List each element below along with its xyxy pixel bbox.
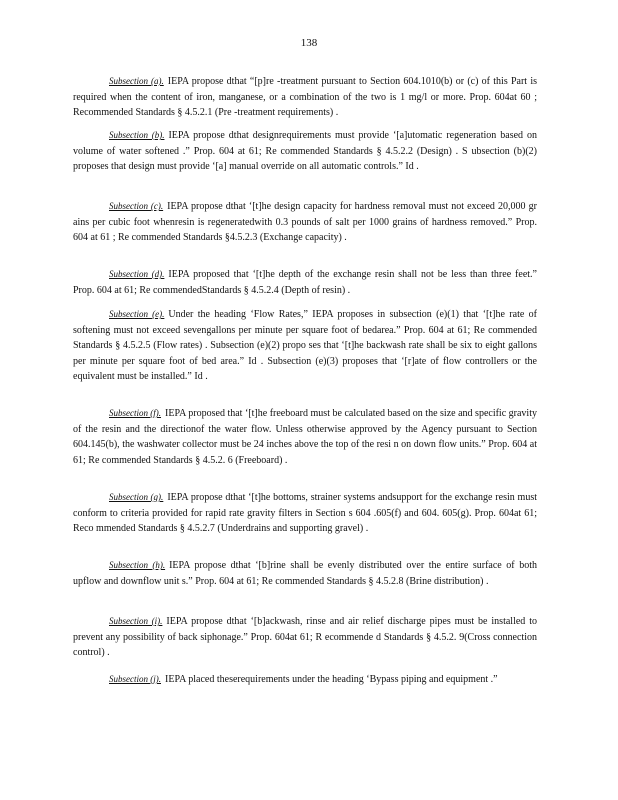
paragraph-text: IEPA propose dthat designrequirements must provide ‘[a]utomatic regeneration based on volume of water softened .” Prop. 604 at 61; Re commended Standards § 4.5.2.2 (Design) . S ubsection (b)(2) proposes that design must provide ‘[a] manual override on all automatic controls.” Id . (73, 130, 537, 172)
paragraph-subsection-g (73, 490, 537, 537)
subsection-heading: Subsection (c). (109, 201, 164, 211)
paragraph-text: IEPA proposed that ‘[t]he depth of the exchange resin shall not be less than three feet.” Prop. 604 at 61; Re commendedStandards § 4.5.2.4 (Depth of resin) . (73, 269, 537, 296)
paragraph-subsection-c (73, 199, 537, 246)
subsection-heading: Subsection (j). (109, 674, 161, 684)
paragraph-text: IEPA propose dthat “[p]re -treatment pursuant to Section 604.1010(b) or (c) of this Part is required when the content of iron, manganese, or a combination of the two is 1 mg/l or more. Prop. 604at 60 ; Recommended Standards § 4.5.2.1 (Pre -treatment requirements) . (73, 76, 537, 118)
paragraph-text: IEPA propose dthat ‘[b]ackwash, rinse and air relief discharge pipes must be installed to prevent any possibility of back siphonage.” Prop. 604at 61; R ecommende d Standards § 4.5.2. 9(Cross connection control) . (73, 616, 537, 658)
paragraph-text: IEPA propose dthat ‘[b]rine shall be evenly distributed over the entire surface of both upflow and downflow unit s.” Prop. 604 at 61; Re commended Standards § 4.5.2.8 (Brine distribution) . (73, 560, 537, 587)
paragraph-subsection-a (73, 74, 537, 121)
paragraph-subsection-f (73, 406, 537, 468)
paragraph-text: IEPA proposed that ‘[t]he freeboard must be calculated based on the size and specific gravity of the resin and the directionof the water flow. Unless otherwise approved by the Agency pursuant to Section 604.145(b), the washwater collector must be 24 inches above the top of the resi n on down flow units.” Prop. 604 at 61; Re commended Standards § 4.5.2. 6 (Freeboard) . (73, 408, 537, 466)
subsection-heading: Subsection (h). (109, 560, 166, 570)
paragraph-text: IEPA placed theserequirements under the heading ‘Bypass piping and equipment .” (165, 674, 498, 685)
paragraph-subsection-d (73, 267, 537, 298)
paragraph-subsection-e (73, 307, 537, 385)
subsection-heading: Subsection (i). (109, 616, 163, 626)
subsection-heading: Subsection (e). (109, 309, 165, 319)
paragraph-subsection-b (73, 128, 537, 175)
paragraph-subsection-j (73, 672, 537, 688)
subsection-heading: Subsection (b). (109, 130, 165, 140)
paragraph-text: Under the heading ‘Flow Rates,” IEPA proposes in subsection (e)(1) that ‘[t]he rate of softening must not exceed sevengallons per minute per square foot of bedarea.” Prop. 604 at 61; Re commended Standards § 4.5.2.5 (Flow rates) . Subsection (e)(2) propo ses that ‘[t]he backwash rate shall be six to eight gallons per minute per square foot of bed area.” Id . Subsection (e)(3) proposes that ‘[r]ate of flow controllers or the equivalent must be installed.” Id . (73, 309, 538, 382)
paragraph-subsection-i (73, 614, 537, 661)
paragraph-text: IEPA propose dthat ‘[t]he bottoms, strainer systems andsupport for the exchange resin must conform to criteria provided for rapid rate gravity filters in Section s 604 .605(f) and 604. 605(g). Prop. 604at 61; Reco mmended Standards § 4.5.2.7 (Underdrains and supporting gravel) . (73, 492, 538, 534)
subsection-heading: Subsection (f). (109, 408, 162, 418)
paragraph-subsection-h (73, 558, 537, 589)
paragraph-text: IEPA propose dthat ‘[t]he design capacity for hardness removal must not exceed 20,000 gr ains per cubic foot whenresin is regeneratedwith 0.3 pounds of salt per 1000 grains of hardness removed.” Prop. 604 at 61 ; Re commended Standards §4.5.2.3 (Exchange capacity) . (73, 201, 537, 243)
subsection-heading: Subsection (g). (109, 492, 164, 502)
subsection-heading: Subsection (a). (109, 76, 164, 86)
subsection-heading: Subsection (d). (109, 269, 165, 279)
page-number: 138 (300, 37, 318, 49)
